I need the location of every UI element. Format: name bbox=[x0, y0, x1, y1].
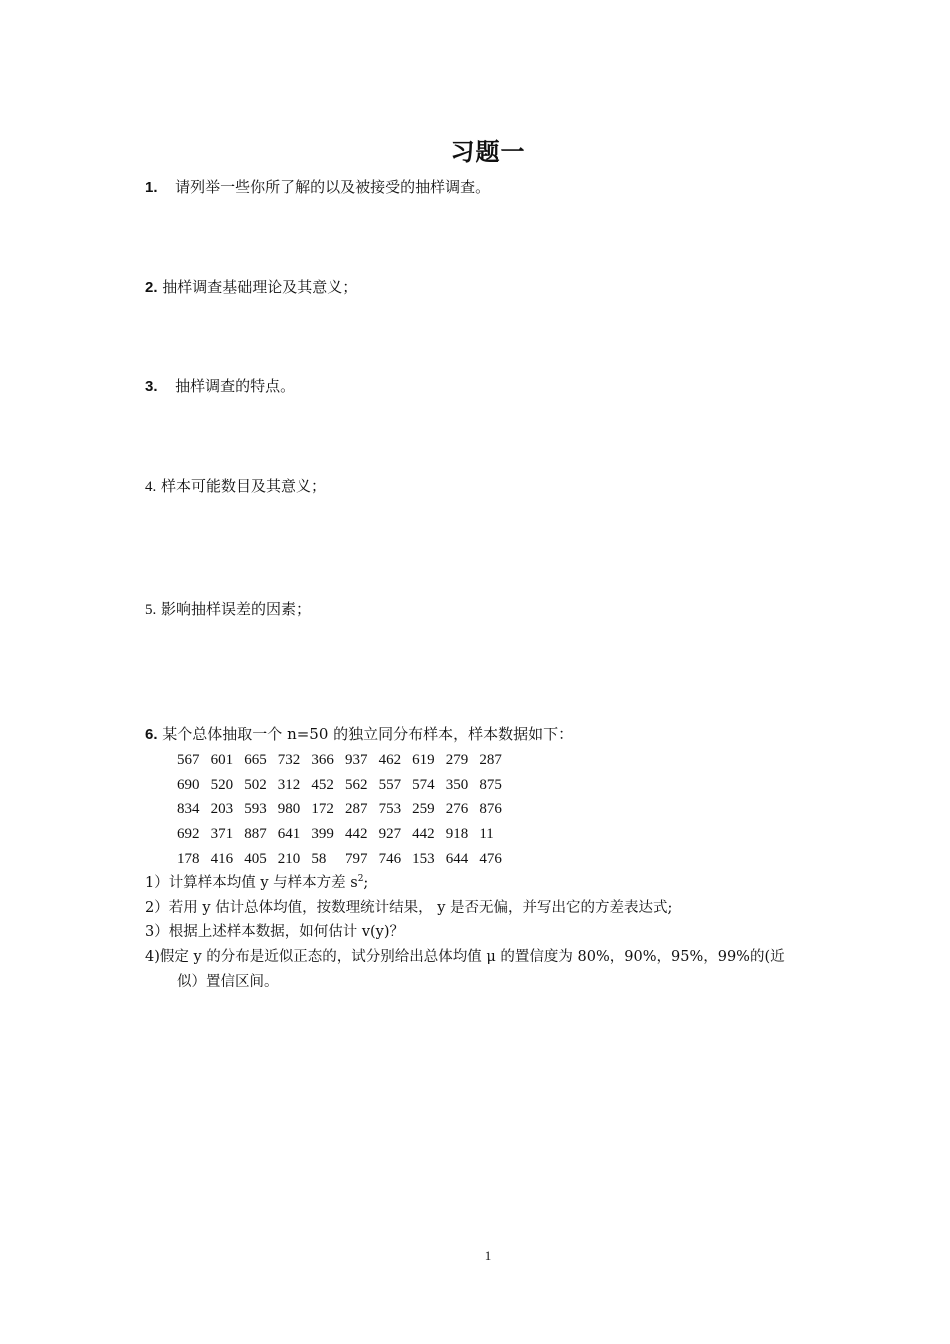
data-cell: 203 bbox=[210, 801, 234, 818]
data-cell: 937 bbox=[344, 751, 368, 768]
data-cell: 834 bbox=[177, 801, 200, 818]
data-cell: 641 bbox=[277, 826, 301, 843]
data-row bbox=[177, 798, 513, 823]
data-cell: 371 bbox=[210, 826, 234, 843]
data-cell: 210 bbox=[277, 851, 301, 868]
data-cell: 644 bbox=[445, 851, 469, 868]
data-cell: 312 bbox=[277, 776, 301, 793]
data-cell: 692 bbox=[177, 826, 200, 843]
data-cell: 797 bbox=[344, 851, 368, 868]
data-cell: 619 bbox=[412, 751, 435, 768]
data-cell: 562 bbox=[344, 776, 368, 793]
question-number: 5. bbox=[145, 602, 157, 618]
data-cell: 452 bbox=[311, 776, 334, 793]
sub-question-text: 1）计算样本均值 y 与样本方差 s bbox=[145, 875, 358, 891]
question-text: 请列举一些你所了解的以及被接受的抽样调查。 bbox=[175, 178, 491, 196]
data-cell: 593 bbox=[244, 801, 267, 818]
question-6 bbox=[145, 724, 573, 745]
data-cell: 58 bbox=[311, 851, 327, 868]
data-cell: 405 bbox=[244, 851, 267, 868]
question-text: 抽样调查基础理论及其意义； bbox=[162, 278, 358, 296]
question-1 bbox=[145, 177, 490, 198]
page-number: 1 bbox=[484, 1248, 492, 1263]
data-cell: 887 bbox=[244, 826, 267, 843]
data-cell: 366 bbox=[311, 751, 334, 768]
sub-question-2: 2）若用 y 估计总体均值，按数理统计结果， y 是否无偏，并写出它的方差表达式; bbox=[145, 900, 673, 916]
data-cell: 259 bbox=[412, 801, 435, 818]
sub-question-4-continued: 似）置信区间。 bbox=[177, 974, 279, 990]
data-cell: 172 bbox=[311, 801, 334, 818]
data-cell: 399 bbox=[311, 826, 334, 843]
data-cell: 918 bbox=[445, 826, 469, 843]
question-3 bbox=[145, 376, 295, 397]
question-5 bbox=[145, 599, 311, 620]
data-cell: 462 bbox=[378, 751, 402, 768]
question-4 bbox=[145, 476, 326, 497]
data-cell: 665 bbox=[244, 751, 267, 768]
data-cell: 753 bbox=[378, 801, 402, 818]
data-cell: 178 bbox=[177, 851, 200, 868]
data-row bbox=[177, 822, 513, 847]
data-cell: 574 bbox=[412, 776, 435, 793]
data-cell: 567 bbox=[177, 751, 200, 768]
data-cell: 442 bbox=[412, 826, 435, 843]
data-cell: 520 bbox=[210, 776, 234, 793]
data-cell: 276 bbox=[445, 801, 469, 818]
page-title: 习题一 bbox=[450, 138, 526, 166]
data-cell: 442 bbox=[344, 826, 368, 843]
data-cell: 416 bbox=[210, 851, 234, 868]
question-number: 6. bbox=[145, 726, 158, 743]
data-cell: 476 bbox=[479, 851, 502, 868]
sub-question-1 bbox=[145, 873, 368, 893]
question-2 bbox=[145, 277, 357, 298]
question-number: 4. bbox=[145, 479, 157, 495]
data-cell: 746 bbox=[378, 851, 402, 868]
data-cell: 980 bbox=[277, 801, 301, 818]
data-cell: 601 bbox=[210, 751, 234, 768]
data-row bbox=[177, 847, 513, 872]
data-cell: 350 bbox=[445, 776, 469, 793]
data-cell: 11 bbox=[479, 826, 494, 843]
data-cell: 875 bbox=[479, 776, 502, 793]
data-cell: 287 bbox=[479, 751, 502, 768]
question-number: 1. bbox=[145, 179, 158, 196]
question-text: 影响抽样误差的因素； bbox=[161, 600, 312, 618]
data-cell: 502 bbox=[244, 776, 267, 793]
data-cell: 287 bbox=[344, 801, 368, 818]
question-number: 2. bbox=[145, 279, 158, 296]
question-number: 3. bbox=[145, 378, 158, 395]
data-cell: 927 bbox=[378, 826, 402, 843]
sample-data-table bbox=[177, 748, 513, 872]
data-cell: 732 bbox=[277, 751, 301, 768]
question-text: 样本可能数目及其意义； bbox=[161, 477, 327, 495]
question-text: 某个总体抽取一个 n=50 的独立同分布样本，样本数据如下： bbox=[162, 725, 574, 743]
question-text: 抽样调查的特点。 bbox=[175, 377, 296, 395]
data-cell: 557 bbox=[378, 776, 402, 793]
sub-question-3: 3）根据上述样本数据，如何估计 v(y)？ bbox=[145, 924, 405, 940]
data-cell: 690 bbox=[177, 776, 200, 793]
data-cell: 876 bbox=[479, 801, 502, 818]
data-row bbox=[177, 748, 513, 773]
sub-question-text-end: ; bbox=[363, 875, 369, 891]
data-cell: 279 bbox=[445, 751, 469, 768]
sub-question-4: 4)假定 y 的分布是近似正态的，试分别给出总体均值 μ 的置信度为 80%，90%，95%，99%的(近 bbox=[145, 949, 785, 965]
data-row bbox=[177, 773, 513, 798]
data-cell: 153 bbox=[412, 851, 435, 868]
superscript: 2 bbox=[357, 874, 364, 885]
